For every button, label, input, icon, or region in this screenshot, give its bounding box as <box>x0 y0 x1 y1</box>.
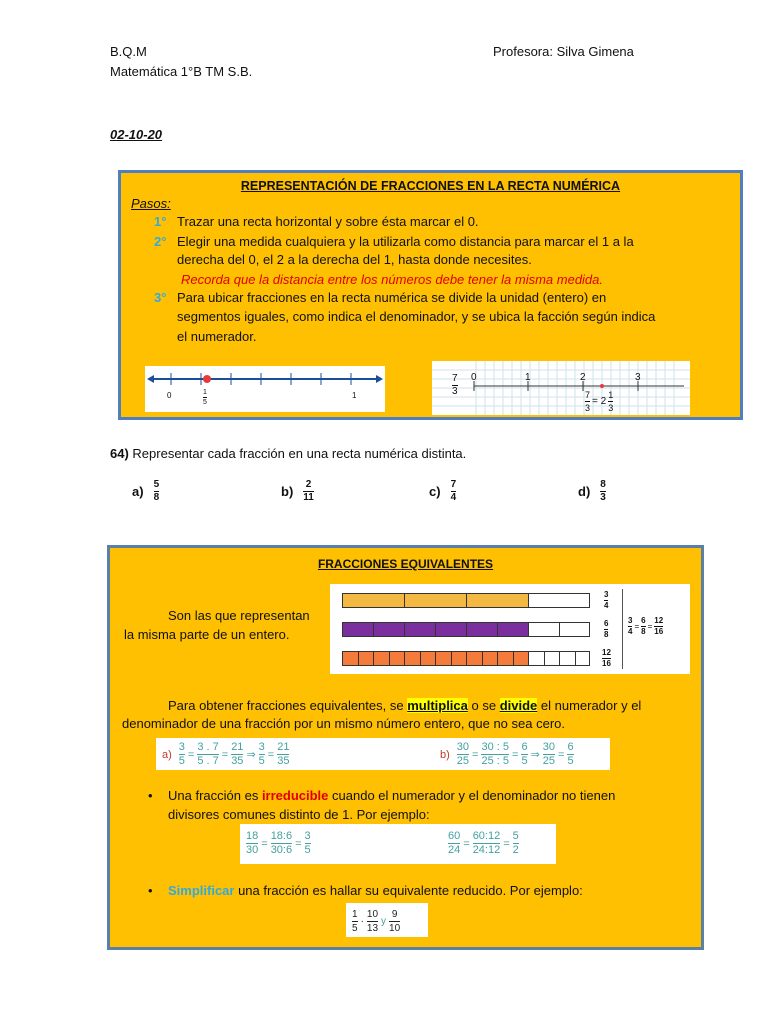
irreducible-example-2: $\frac{60}{24}$ = $\frac{60:12}{24:12}$ = $\frac{5}{2}$ <box>448 830 519 856</box>
number-line-box <box>118 170 743 420</box>
step3-text-line3: el numerador. <box>177 329 257 344</box>
number-line-example-2 <box>432 361 690 415</box>
exercise-item-d: d) $\frac{8}{3}$ <box>578 479 606 503</box>
bar1-label: $\frac{3}{4}$ <box>604 590 609 610</box>
bar2-label: $\frac{6}{8}$ <box>604 619 609 639</box>
date: 02-10-20 <box>110 127 163 142</box>
equivalence-statement: $\frac{3}{4}$ = $\frac{6}{8}$ = $\frac{12}{16}$ <box>628 616 664 636</box>
step2-text-line1: Elegir una medida cualquiera y la utilizarla como distancia para marcar el 1 a la <box>177 234 634 249</box>
exercise-item-b: b) $\frac{2}{11}$ <box>281 479 314 503</box>
line2-tick-2: 2 <box>580 372 586 383</box>
irreducible-example-1: $\frac{18}{30}$ = $\frac{18:6}{30:6}$ = $\frac{3}{5}$ <box>246 830 311 856</box>
equivalent-fractions-box <box>107 545 704 950</box>
obtain-line1: Para obtener fracciones equivalentes, se multiplica o se divide el numerador y el <box>168 698 642 713</box>
mixed-number-equation: $\frac{7}{3}$ = 2 $\frac{1}{3}$ <box>585 390 614 413</box>
line2-tick-3: 3 <box>635 372 641 383</box>
number-line-example-1 <box>145 366 385 412</box>
fraction-bars-image <box>330 584 690 674</box>
grid-background <box>432 361 690 415</box>
simplify-example-content: $\frac{1}{5}$ · $\frac{10}{13}$ y $\frac{9}{10}$ <box>352 909 401 934</box>
step2-number: 2° <box>154 234 167 249</box>
multiplica-highlight: multiplica <box>407 698 468 713</box>
divide-highlight: divide <box>499 698 538 713</box>
fraction-bar-eighths <box>342 622 590 637</box>
simplificar-term: Simplificar <box>168 883 235 898</box>
subject-name: Matemática 1°B TM S.B. <box>110 64 253 79</box>
example-b: b) $\frac{30}{25}$ = $\frac{30 : 5}{25 : 5}$ = $\frac{6}{5}$ ⇒ $\frac{30}{25}$ = $\frac{6}{5}$ <box>440 741 574 767</box>
step1-text: Trazar una recta horizontal y sobre ésta marcar el 0. <box>177 214 479 229</box>
bracket-divider <box>622 589 623 669</box>
bar3-label: $\frac{12}{16}$ <box>602 648 611 668</box>
irreducible-line1: Una fracción es irreducible cuando el numerador y el denominador no tienen <box>168 788 616 803</box>
exercise-prompt: 64) Representar cada fracción en una recta numérica distinta. <box>110 446 467 461</box>
simplify-example <box>346 903 428 937</box>
line2-tick-1: 1 <box>525 372 531 383</box>
line1-zero-label: 0 <box>167 391 172 400</box>
box1-title: REPRESENTACIÓN DE FRACCIONES EN LA RECTA NUMÉRICA <box>240 179 621 193</box>
example-a: a) $\frac{3}{5}$ = $\frac{3 . 7}{5 . 7}$ = $\frac{21}{35}$ ⇒ $\frac{3}{5}$ = $\frac{21}{35}$ <box>162 741 290 767</box>
fraction-bar-sixteenths <box>342 651 590 666</box>
fraction-bar-quarters <box>342 593 590 608</box>
exercise-item-c: c) $\frac{7}{4}$ <box>429 479 457 503</box>
bullet-simplificar: • <box>148 883 153 898</box>
definition-line1: Son las que representan <box>168 608 310 623</box>
bullet-irreducible: • <box>148 788 153 803</box>
number-line-1-graphic <box>145 366 385 412</box>
box2-title: FRACCIONES EQUIVALENTES <box>317 557 494 571</box>
simplificar-line: Simplificar una fracción es hallar su equivalente reducido. Por ejemplo: <box>168 883 583 898</box>
line1-fraction-label: $\frac{1}{5}$ <box>203 389 207 407</box>
line1-one-label: 1 <box>352 391 357 400</box>
step3-text-line2: segmentos iguales, como indica el denominador, y se ubica la facción según indica <box>177 309 656 324</box>
step3-number: 3° <box>154 290 167 305</box>
reminder-text: Recorda que la distancia entre los números debe tener la misma medida. <box>181 272 604 287</box>
fraction-point <box>203 375 211 383</box>
seven-thirds-point <box>600 384 604 388</box>
irreducible-examples <box>240 824 556 864</box>
equivalence-examples <box>156 738 610 770</box>
line2-tick-0: 0 <box>471 372 477 383</box>
step1-number: 1° <box>154 214 167 229</box>
step2-text-line2: derecha del 0, el 2 a la derecha del 1, hasta donde necesites. <box>177 252 532 267</box>
irreducible-line2: divisores comunes distinto de 1. Por ejemplo: <box>168 807 430 822</box>
irreducible-term: irreducible <box>261 788 329 803</box>
step3-text-line1: Para ubicar fracciones en la recta numérica se divide la unidad (entero) en <box>177 290 607 305</box>
definition-line2: la misma parte de un entero. <box>124 627 290 642</box>
exercise-item-a: a) $\frac{5}{8}$ <box>132 479 160 503</box>
line2-fraction-label: $\frac{7}{3}$ <box>452 373 458 397</box>
obtain-line2: denominador de una fracción por un mismo número entero, que no sea cero. <box>122 716 565 731</box>
school-name: B.Q.M <box>110 44 147 59</box>
teacher-name: Profesora: Silva Gimena <box>493 44 634 59</box>
steps-label: Pasos: <box>131 196 171 211</box>
